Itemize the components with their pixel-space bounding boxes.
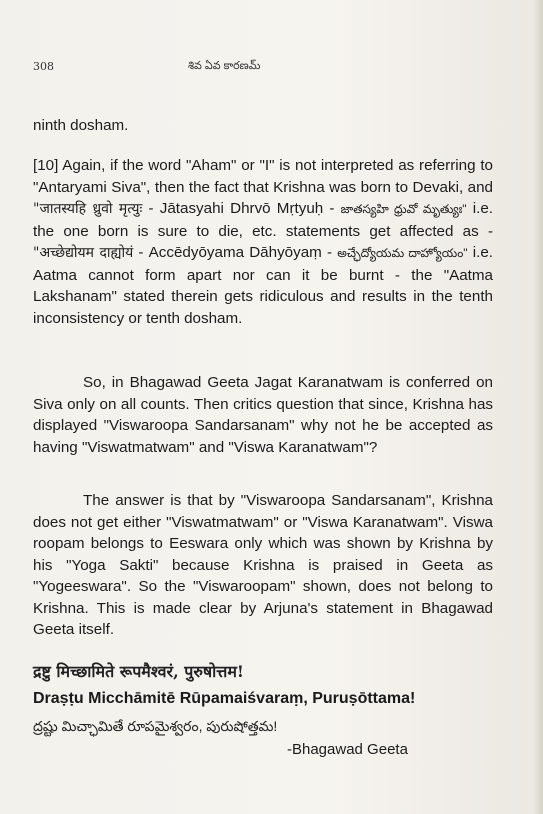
paragraph-viswaroopa-answer: The answer is that by "Viswaroopa Sandarsanam", Krishna does not get either "Viswatmatwam" or "Viswa Karanatwam". Viswa roopam belongs to Eeswara only which was shown by Krishna by his "Yoga Sakti" because Krishna is praised in Geeta as "Yogeeswara". So the "Viswaroopam" shown, does not belong to Krishna. This is made clear by Arjuna's statement in Bhagawad Geeta itself. (33, 492, 493, 638)
quote-telugu-accedyoyama: అచ్ఛేద్యోయమ దాహ్యోయం" (337, 246, 468, 260)
paragraph-tenth-dosham (33, 155, 493, 329)
quote-telugu-jatasyahi: జాతస్యహి ధ్రువో మృత్యుః" (340, 202, 467, 216)
quote-devanagari-jatasyahi: "जातस्यहि ध्रुवो मृत्युः (33, 201, 143, 217)
page-header (33, 60, 510, 76)
para2-text-b: - Jātasyahi Dhrvō Mṛtyuḥ - (142, 200, 341, 217)
running-head: శివ ఏవ కారణమ్ (188, 60, 261, 72)
verse-telugu: ద్రష్టు మిచ్ఛామితే రూపమైశ్వరం, పురుషోత్తమ! (33, 718, 278, 734)
para2-text-c: i.e. the one born is sure to die, etc. statements get affected as - (33, 200, 493, 240)
verse-transliteration: Draṣṭu Micchāmitē Rūpamaiśvaraṃ, Puruṣōttama! (33, 690, 416, 707)
quote-devanagari-accedyoyama: "अच्छेद्योयम दाह्योयं (33, 245, 134, 261)
verse-devanagari: द्रष्टु मिच्छामिते रूपमैश्वरं, पुरुषोत्तम! (33, 662, 244, 681)
paragraph-jagat-karanatwam: So, in Bhagawad Geeta Jagat Karanatwam is conferred on Siva only on all counts. Then critics question that since, Krishna has displayed "Viswaroopa Sandarsanam" why not he be accepted as having "Viswatmatwam" and "Viswa Karanatwam"? (33, 374, 493, 456)
para2-text-e: i.e. Aatma cannot form apart nor can it be burnt - the "Aatma Lakshanam" stated therein gets ridiculous and results in the tenth inconsistency or tenth dosham. (33, 244, 493, 327)
para2-text-d: - Accēdyōyama Dāhyōyaṃ - (133, 244, 338, 261)
paragraph-ninth-dosham: ninth dosham. (33, 117, 129, 134)
verse-source: -Bhagawad Geeta (287, 741, 408, 758)
page-number: 308 (33, 60, 54, 73)
para2-text-a: [10] Again, if the word "Aham" or "I" is not interpreted as referring to "Antaryami Siva", then the fact that Krishna was born to Devaki, and (33, 157, 493, 196)
